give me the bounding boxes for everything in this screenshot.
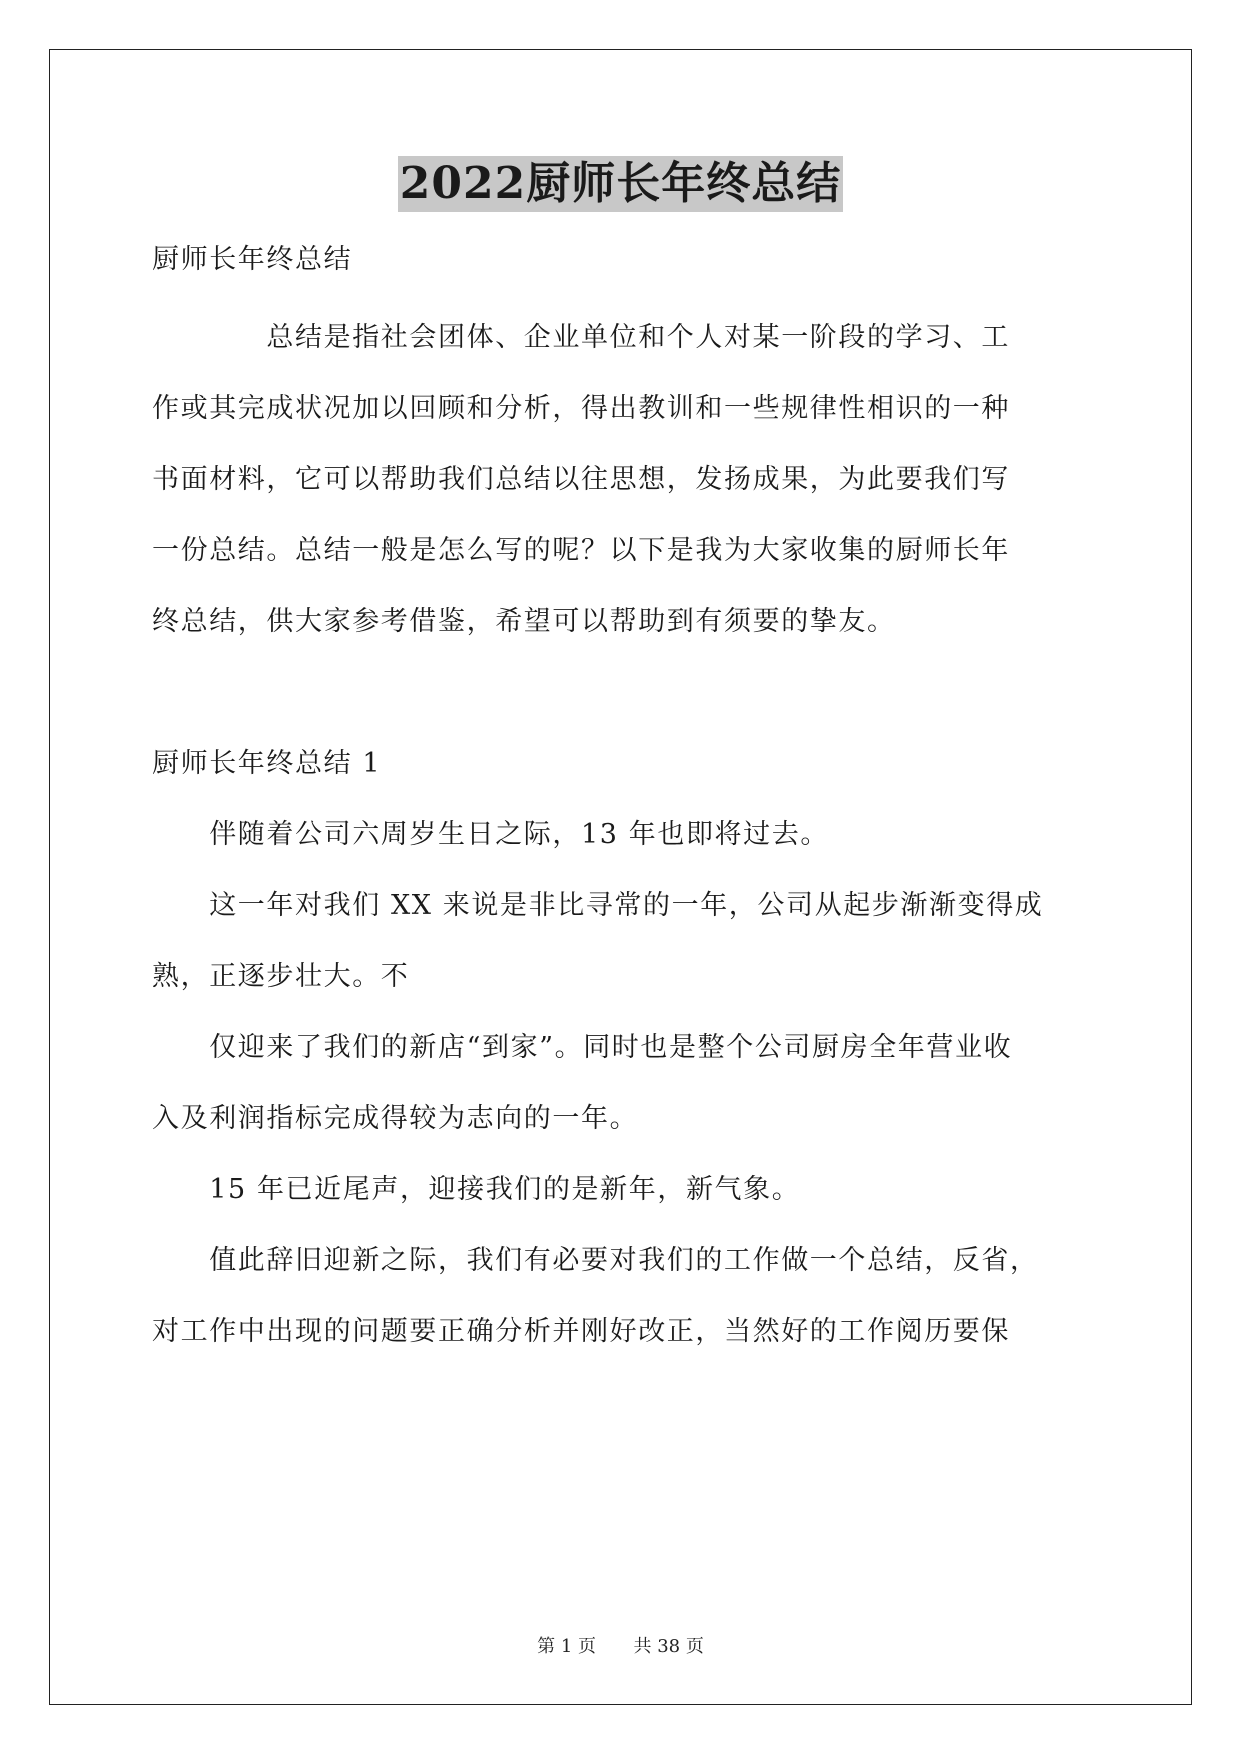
body-line: 一份总结。总结一般是怎么写的呢？以下是我为大家收集的厨师长年 — [152, 535, 1010, 566]
title-container — [0, 156, 1241, 212]
body-line: 这一年对我们 XX 来说是非比寻常的一年，公司从起步渐渐变得成 — [152, 890, 1044, 921]
body-line: 终总结，供大家参考借鉴，希望可以帮助到有须要的挚友。 — [152, 606, 896, 637]
document-title: 2022厨师长年终总结 — [398, 156, 843, 212]
body-line: 对工作中出现的问题要正确分析并刚好改正，当然好的工作阅历要保 — [152, 1316, 1010, 1347]
body-line: 仅迎来了我们的新店“到家”。同时也是整个公司厨房全年营业收 — [152, 1032, 1013, 1063]
subtitle-line: 厨师长年终总结 — [152, 244, 353, 275]
page-footer — [0, 1635, 1241, 1659]
page-number: 第 1 页 — [537, 1636, 597, 1657]
body-line: 入及利润指标完成得较为志向的一年。 — [152, 1103, 639, 1134]
body-line: 作或其完成状况加以回顾和分析，得出教训和一些规律性相识的一种 — [152, 393, 1010, 424]
body-line: 值此辞旧迎新之际，我们有必要对我们的工作做一个总结，反省， — [152, 1245, 1039, 1276]
body-line: 15 年已近尾声，迎接我们的是新年，新气象。 — [152, 1174, 801, 1205]
section-heading: 厨师长年终总结 1 — [152, 748, 382, 779]
body-line: 书面材料，它可以帮助我们总结以往思想，发扬成果，为此要我们写 — [152, 464, 1010, 495]
page-border — [49, 49, 1192, 1705]
body-line: 伴随着公司六周岁生日之际，13 年也即将过去。 — [152, 819, 829, 850]
body-line: 熟，正逐步壮大。不 — [152, 961, 410, 992]
total-pages: 共 38 页 — [633, 1636, 704, 1657]
body-line: 总结是指社会团体、企业单位和个人对某一阶段的学习、工 — [152, 322, 1010, 353]
